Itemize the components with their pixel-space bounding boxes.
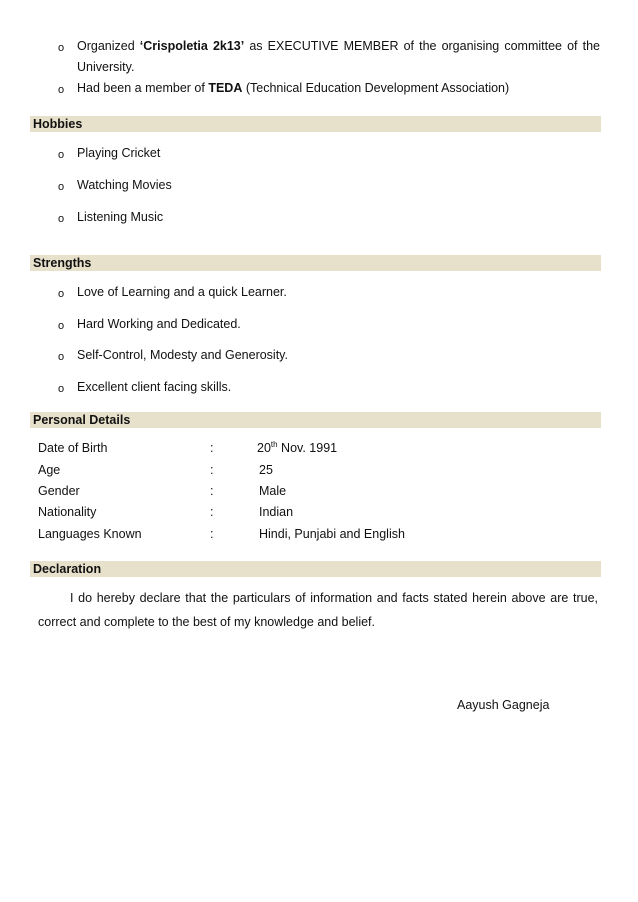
detail-row-age: Age : 25 (38, 463, 273, 477)
declaration-heading: Declaration (30, 561, 601, 577)
personal-details-heading: Personal Details (30, 412, 601, 428)
activity-text: Organized ‘Crispoletia 2k13’ as EXECUTIVE MEMBER of the organising committee of the University. (77, 39, 601, 74)
strengths-heading: Strengths (30, 255, 601, 271)
bullet-icon: o (58, 383, 65, 395)
bullet-icon: o (58, 42, 65, 54)
hobbies-heading: Hobbies (30, 116, 601, 132)
bullet-icon: o (58, 181, 65, 193)
detail-row-nationality: Nationality : Indian (38, 505, 294, 519)
bullet-icon: o (58, 288, 65, 300)
bullet-icon: o (58, 149, 65, 161)
signature-name: Aayush Gagneja (457, 698, 550, 712)
bullet-icon: o (58, 351, 65, 363)
bullet-icon: o (58, 320, 65, 332)
resume-page: o Organized ‘Crispoletia 2k13’ as EXECUTIVE MEMBER of the organising committee of the University. o Had been a member of TEDA (Technical Education Development Association) Hobbies o Playing Cricket o Watching Movies o Listening Music Strengths o Love of Learning and a quick Learner. o Hard Working and Dedicated. o Self-Control, Modesty and Generosity. o Excellent client facing skills. Personal Details Date of Birth : 20th Nov. 1991 Age : 25 Gender : Male Nationality : Indian Languages Known : Hindi, Punjabi and English Declaration I do hereby declare that the particulars of information and facts stated herein above are true, correct and complete to the best of my knowledge and belief. Aayush Gagneja (0, 0, 638, 902)
activity-text: Had been a member of TEDA (Technical Education Development Association) (77, 81, 510, 95)
detail-row-gender: Gender : Male (38, 484, 287, 498)
declaration-text: I do hereby declare that the particulars of information and facts stated herein above are true, correct and complete to the best of my knowledge and belief. (38, 591, 598, 629)
detail-row-dob: Date of Birth : 20th Nov. 1991 (38, 440, 338, 455)
bullet-icon: o (58, 213, 65, 225)
bullet-icon: o (58, 84, 65, 96)
detail-row-languages: Languages Known : Hindi, Punjabi and English (38, 527, 405, 541)
